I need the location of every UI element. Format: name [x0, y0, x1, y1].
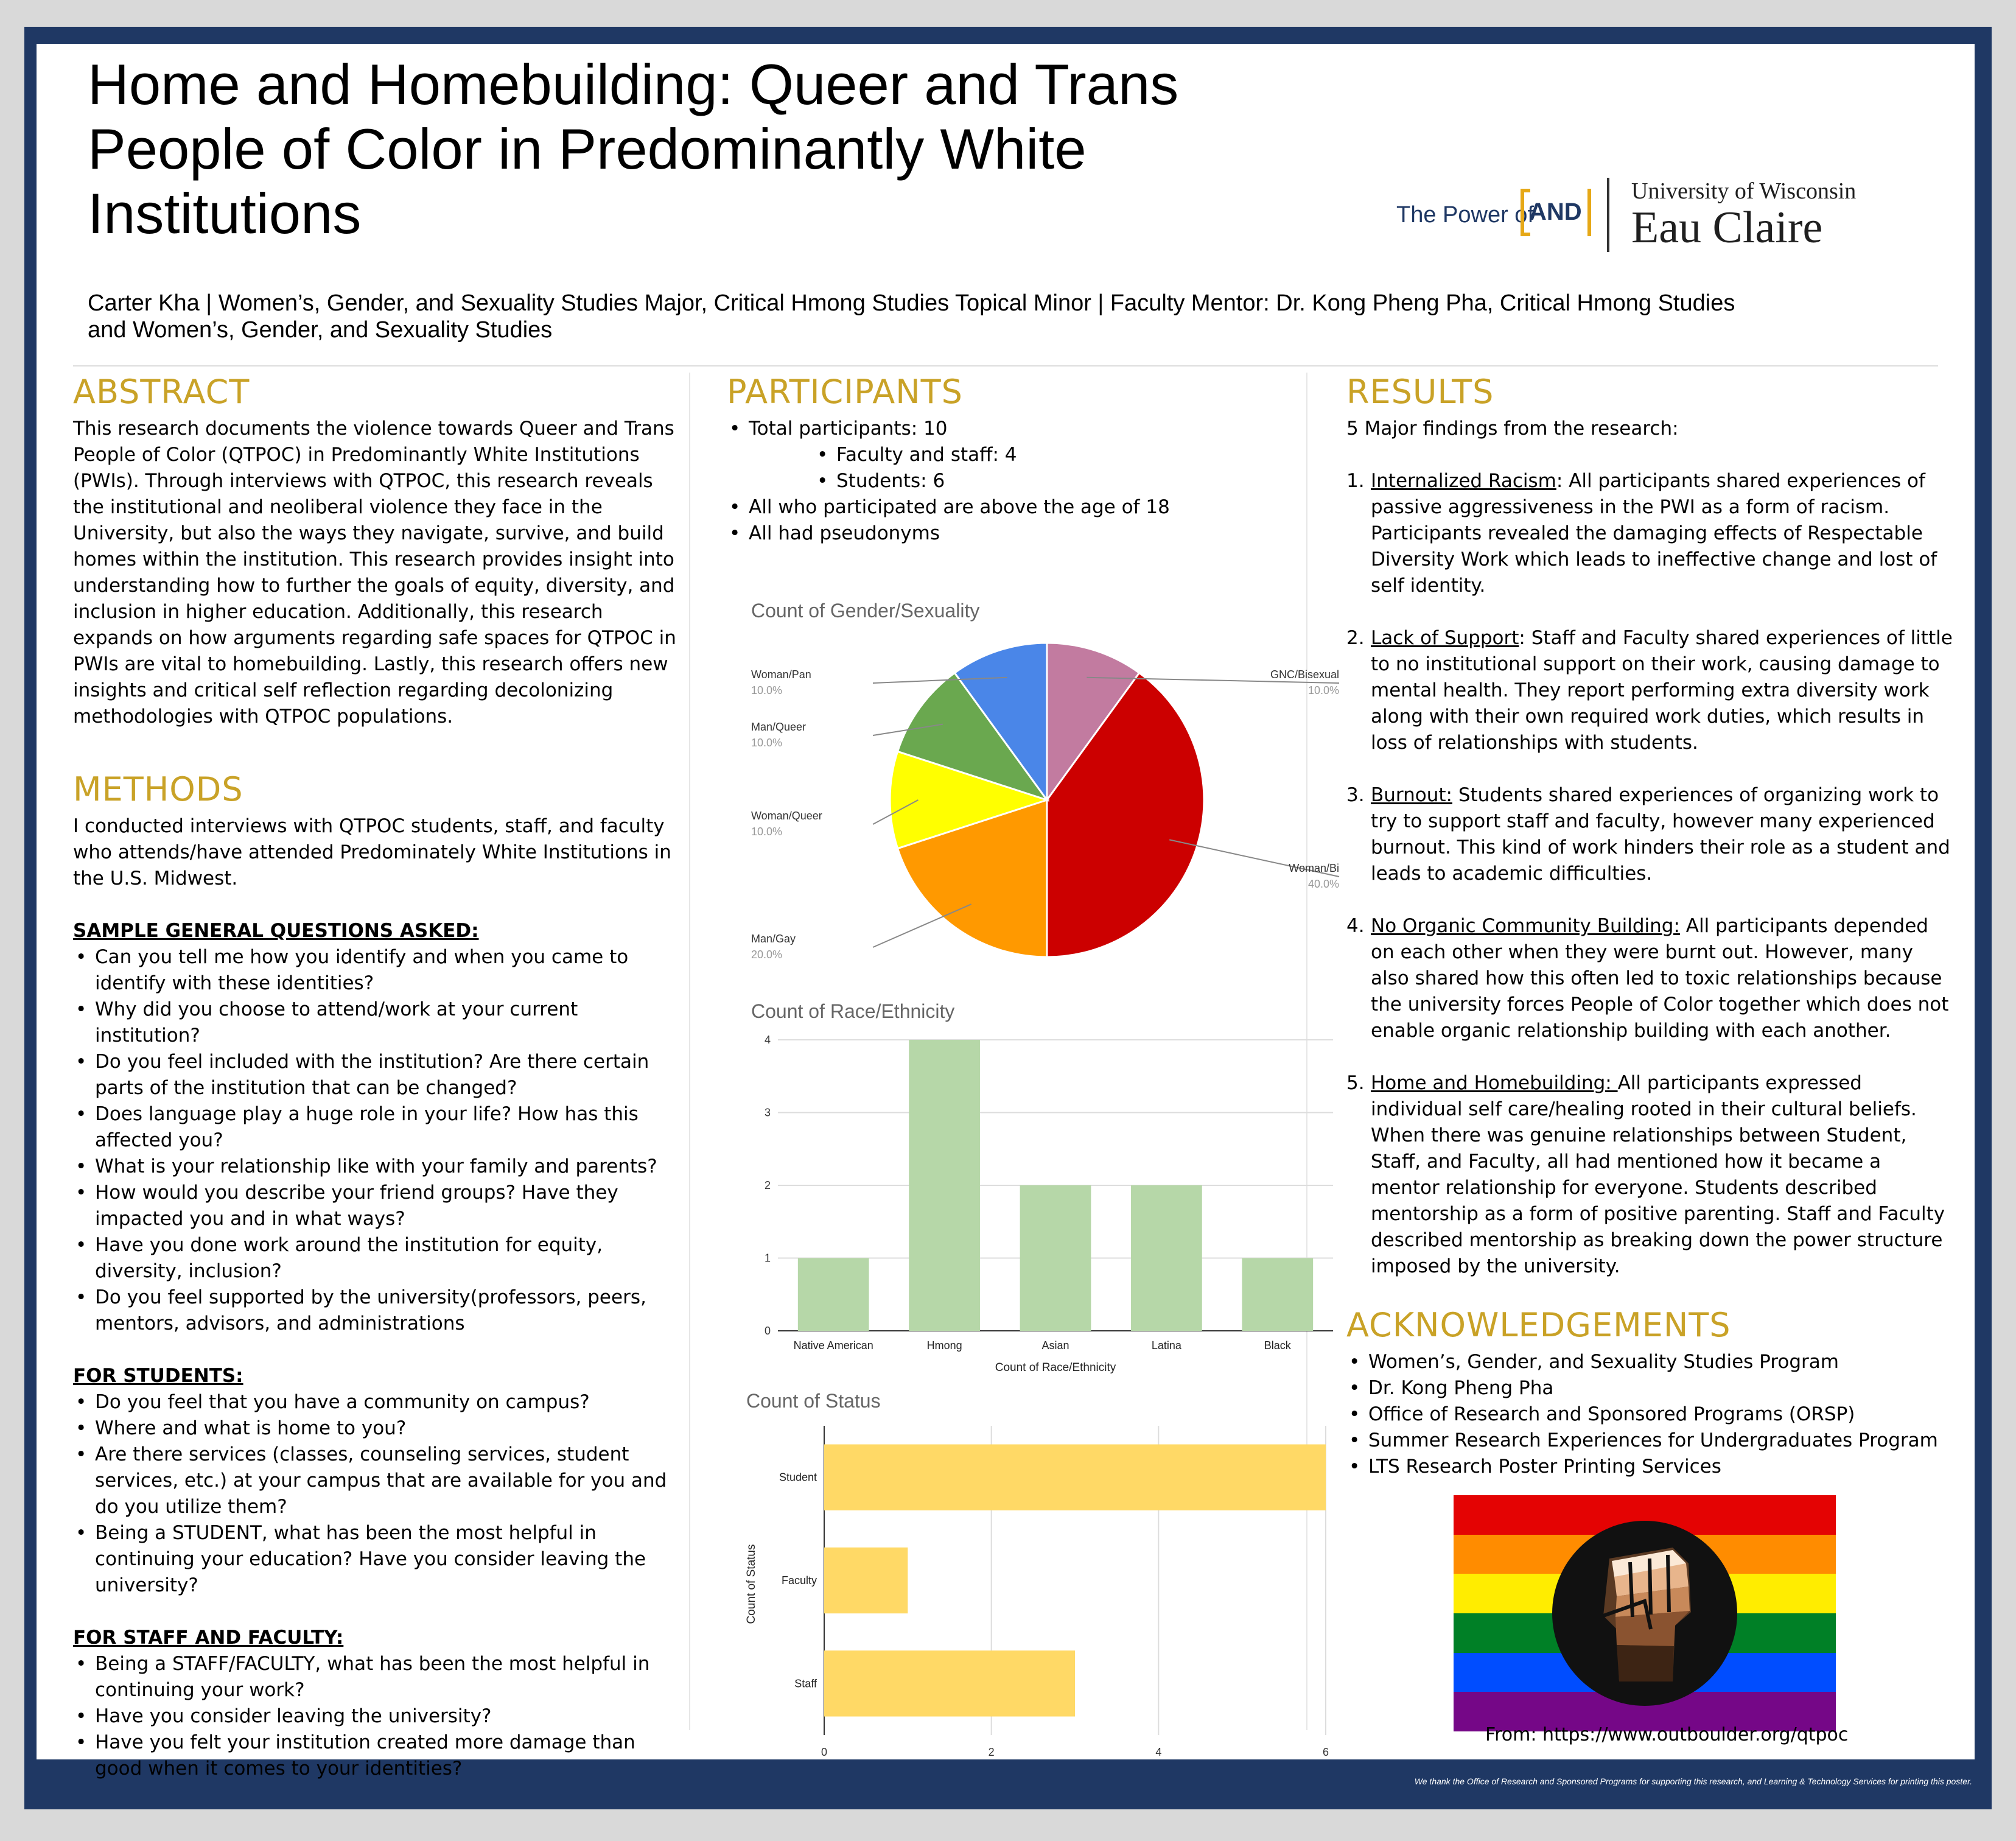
y-tick-label: 4 — [764, 1034, 771, 1046]
acknowledgements-list — [1346, 1349, 1955, 1480]
pie-percent-label: 20.0% — [751, 949, 783, 961]
staff-questions-heading: FOR STAFF AND FACULTY: — [73, 1627, 344, 1649]
bar — [1131, 1185, 1202, 1331]
list-item: • Have you done work around the institution for equity, diversity, inclusion? — [73, 1232, 682, 1285]
list-item: • Where and what is home to you? — [73, 1415, 682, 1442]
author-line — [88, 290, 1914, 343]
pie-label: Man/Queer — [751, 721, 807, 733]
list-item: • All who participated are above the age of 18 — [727, 494, 1299, 521]
finding-item — [1346, 1070, 1955, 1280]
finding-text: All participants expressed individual self care/healing rooted in their cultural beliefs. When there was genuine relationships between Student, Staff, and Faculty, all had mentioned how it became a mentor relationship for everyone. Students described mentorship as a form of positive parenting. Staff and Faculty described mentorship as breaking down the power structure imposed by the university. — [1371, 1072, 1945, 1277]
abstract-text: This research documents the violence towards Queer and Trans People of Color (QTPOC) in Predominantly White Institutions (PWIs). Through interviews with QTPOC, this research reveals the institutional and neoliberal violence they face in the University, but also the ways they navigate, survive, and build homes within the institution. This research provides insight into understanding how to further the goals of equity, diversity, and inclusion in higher education. Additionally, this research expands on how arguments regarding safe spaces for QTPOC in PWIs are vital to homebuilding. Lastly, this research offers new insights and critical self reflection regarding decolonizing methodologies with QTPOC populations. — [73, 418, 676, 728]
list-item: • Women’s, Gender, and Sexuality Studies Program — [1346, 1349, 1955, 1375]
author-line-2: and Women’s, Gender, and Sexuality Studies — [88, 317, 553, 343]
x-tick-label: 2 — [988, 1746, 995, 1758]
title-line: Home and Homebuilding: Queer and Trans — [88, 52, 1179, 116]
chart-title: Count of Status — [746, 1390, 881, 1412]
middle-column — [727, 373, 1299, 547]
list-item: • Office of Research and Sponsored Programs (ORSP) — [1346, 1401, 1955, 1428]
campus-name: Eau Claire — [1631, 203, 1823, 253]
staff-questions-list — [73, 1651, 682, 1782]
list-item: • Do you feel supported by the university(professors, peers, mentors, advisors, and administrations — [73, 1285, 682, 1337]
raised-fist-icon — [1553, 1510, 1736, 1717]
list-item: • Being a STUDENT, what has been the most helpful in continuing your education? Have you consider leaving the university? — [73, 1520, 682, 1599]
title-line: People of Color in Predominantly White — [88, 117, 1087, 181]
x-tick-label: 0 — [821, 1746, 828, 1758]
bar — [824, 1444, 1326, 1510]
list-item: • Have you felt your institution created more damage than good when it comes to your identities? — [73, 1730, 682, 1782]
y-tick-label: Student — [779, 1471, 817, 1484]
y-tick-label: 0 — [764, 1325, 771, 1337]
status-bar-chart — [706, 1371, 1329, 1761]
bar — [824, 1650, 1075, 1716]
bar — [1020, 1185, 1091, 1331]
and-text: AND — [1529, 198, 1582, 225]
right-column — [1346, 373, 1955, 1480]
pie-label: Woman/Bi — [1289, 862, 1339, 874]
image-credit: From: https://www.outboulder.org/qtpoc — [1485, 1724, 1849, 1745]
poster-title — [88, 52, 1366, 246]
general-questions-list — [73, 944, 682, 1337]
y-axis-label: Count of Status — [745, 1544, 758, 1624]
finding-number: 3. — [1346, 784, 1365, 806]
y-tick-label: Faculty — [781, 1574, 817, 1587]
list-item: • Faculty and staff: 4 — [727, 442, 1299, 468]
pie-label: Woman/Queer — [751, 810, 822, 822]
poster — [37, 44, 1975, 1780]
list-item: • Are there services (classes, counseling services, student services, etc.) at your campus that are available for you and do you utilize them? — [73, 1442, 682, 1520]
finding-lead: Lack of Support — [1371, 627, 1519, 649]
bar — [909, 1040, 980, 1331]
pie-percent-label: 10.0% — [751, 684, 783, 696]
x-tick-label: Black — [1264, 1339, 1291, 1352]
power-of-text: The Power of — [1396, 202, 1534, 228]
list-item: • Students: 6 — [727, 468, 1299, 494]
list-item: • Have you consider leaving the university? — [73, 1703, 682, 1730]
students-questions-list — [73, 1389, 682, 1599]
finding-lead: Home and Homebuilding: — [1371, 1072, 1618, 1094]
finding-number: 4. — [1346, 915, 1365, 937]
pie-percent-label: 10.0% — [1307, 684, 1339, 696]
qtpoc-flag-image — [1454, 1495, 1836, 1731]
pie-percent-label: 40.0% — [1307, 878, 1339, 890]
university-logo — [1396, 178, 1895, 251]
chart-title: Count of Gender/Sexuality — [751, 600, 980, 622]
header-divider — [73, 365, 1938, 366]
list-item: • Summer Research Experiences for Undergraduates Program — [1346, 1428, 1955, 1454]
y-tick-label: 1 — [764, 1252, 771, 1264]
list-item: • All had pseudonyms — [727, 521, 1299, 547]
left-column — [73, 373, 682, 1782]
students-questions-heading: FOR STUDENTS: — [73, 1365, 243, 1387]
finding-item — [1346, 782, 1955, 887]
x-tick-label: Latina — [1151, 1339, 1181, 1352]
finding-item — [1346, 913, 1955, 1044]
finding-lead: Internalized Racism — [1371, 470, 1556, 492]
list-item: • Dr. Kong Pheng Pha — [1346, 1375, 1955, 1401]
list-item: • Why did you choose to attend/work at your current institution? — [73, 997, 682, 1049]
list-item: • Can you tell me how you identify and when you came to identify with these identities? — [73, 944, 682, 997]
university-name: University of Wisconsin — [1631, 178, 1857, 204]
logo-divider — [1607, 178, 1609, 252]
x-tick-label: Native American — [793, 1339, 873, 1352]
finding-item — [1346, 625, 1955, 756]
title-line: Institutions — [88, 181, 362, 245]
list-item: • How would you describe your friend groups? Have they impacted you and in what ways? — [73, 1180, 682, 1232]
finding-lead: Burnout: — [1371, 784, 1452, 806]
finding-text: All participants depended on each other when they were burnt out. However, many also shared how this often led to toxic relationships because the university forces People of Color together which does not enable organic relationship building with each another. — [1371, 915, 1949, 1042]
pie-percent-label: 10.0% — [751, 737, 783, 749]
pie-label: Man/Gay — [751, 933, 796, 945]
finding-item — [1346, 468, 1955, 599]
pie-label: GNC/Bisexual — [1270, 668, 1339, 681]
participants-heading: PARTICIPANTS — [727, 373, 963, 411]
finding-text: : All participants shared experiences of passive aggressiveness in the PWI as a form of racism. Participants revealed the damaging effects of Respectable Diversity Work which leads to ineffective change and lost of self identity. — [1371, 470, 1937, 597]
finding-text: : Staff and Faculty shared experiences of little to no institutional support on their work, causing damage to mental health. They report performing extra diversity work along with their own required work duties, which results in loss of relationships with students. — [1371, 627, 1953, 754]
pie-percent-label: 10.0% — [751, 826, 783, 838]
x-tick-label: 6 — [1322, 1746, 1329, 1758]
y-tick-label: Staff — [794, 1677, 817, 1690]
list-item: • Total participants: 10 — [727, 416, 1299, 442]
finding-number: 1. — [1346, 470, 1365, 492]
abstract-heading: ABSTRACT — [73, 373, 250, 411]
finding-number: 2. — [1346, 627, 1365, 649]
race-ethnicity-bar-chart — [706, 981, 1315, 1383]
results-list — [1346, 468, 1955, 1280]
results-heading: RESULTS — [1346, 373, 1494, 411]
list-item: • Does language play a huge role in your life? How has this affected you? — [73, 1101, 682, 1154]
results-intro: 5 Major findings from the research: — [1346, 418, 1679, 440]
methods-heading: METHODS — [73, 770, 243, 808]
participants-list — [727, 416, 1299, 547]
y-tick-label: 2 — [764, 1179, 771, 1191]
list-item: • LTS Research Poster Printing Services — [1346, 1454, 1955, 1480]
author-line-1: Carter Kha | Women’s, Gender, and Sexuality Studies Major, Critical Hmong Studies Topical Minor | Faculty Mentor: Dr. Kong Pheng Pha, Critical Hmong Studies — [88, 290, 1735, 316]
gender-sexuality-pie-chart — [706, 580, 1339, 981]
x-tick-label: Asian — [1041, 1339, 1069, 1352]
list-item: • What is your relationship like with your family and parents? — [73, 1154, 682, 1180]
finding-number: 5. — [1346, 1072, 1365, 1094]
pie-label: Woman/Pan — [751, 668, 811, 681]
column-divider — [689, 373, 690, 1730]
y-tick-label: 3 — [764, 1106, 771, 1119]
bar — [798, 1258, 869, 1331]
x-tick-label: 4 — [1155, 1746, 1162, 1758]
x-axis-label: Count of Race/Ethnicity — [995, 1361, 1116, 1374]
bar — [1242, 1258, 1313, 1331]
general-questions-heading: SAMPLE GENERAL QUESTIONS ASKED: — [73, 920, 479, 942]
finding-lead: No Organic Community Building: — [1371, 915, 1680, 937]
finding-text: Students shared experiences of organizing work to try to support staff and faculty, however many experienced burnout. This kind of work hinders their role as a student and leads to academic difficulties. — [1371, 784, 1950, 885]
x-tick-label: Hmong — [926, 1339, 962, 1352]
methods-text: I conducted interviews with QTPOC students, staff, and faculty who attends/have attended Predominately White Institutions in the U.S. Midwest. — [73, 815, 671, 889]
footer-note: We thank the Office of Research and Sponsored Programs for supporting this research, and Learning & Technology Services for printing this poster. — [1414, 1776, 1972, 1786]
bar — [824, 1548, 908, 1613]
chart-title: Count of Race/Ethnicity — [751, 1000, 955, 1022]
list-item: • Do you feel that you have a community on campus? — [73, 1389, 682, 1415]
acknowledgements-heading: ACKNOWLEDGEMENTS — [1346, 1306, 1731, 1344]
list-item: • Do you feel included with the institution? Are there certain parts of the institution that can be changed? — [73, 1049, 682, 1101]
list-item: • Being a STAFF/FACULTY, what has been the most helpful in continuing your work? — [73, 1651, 682, 1703]
